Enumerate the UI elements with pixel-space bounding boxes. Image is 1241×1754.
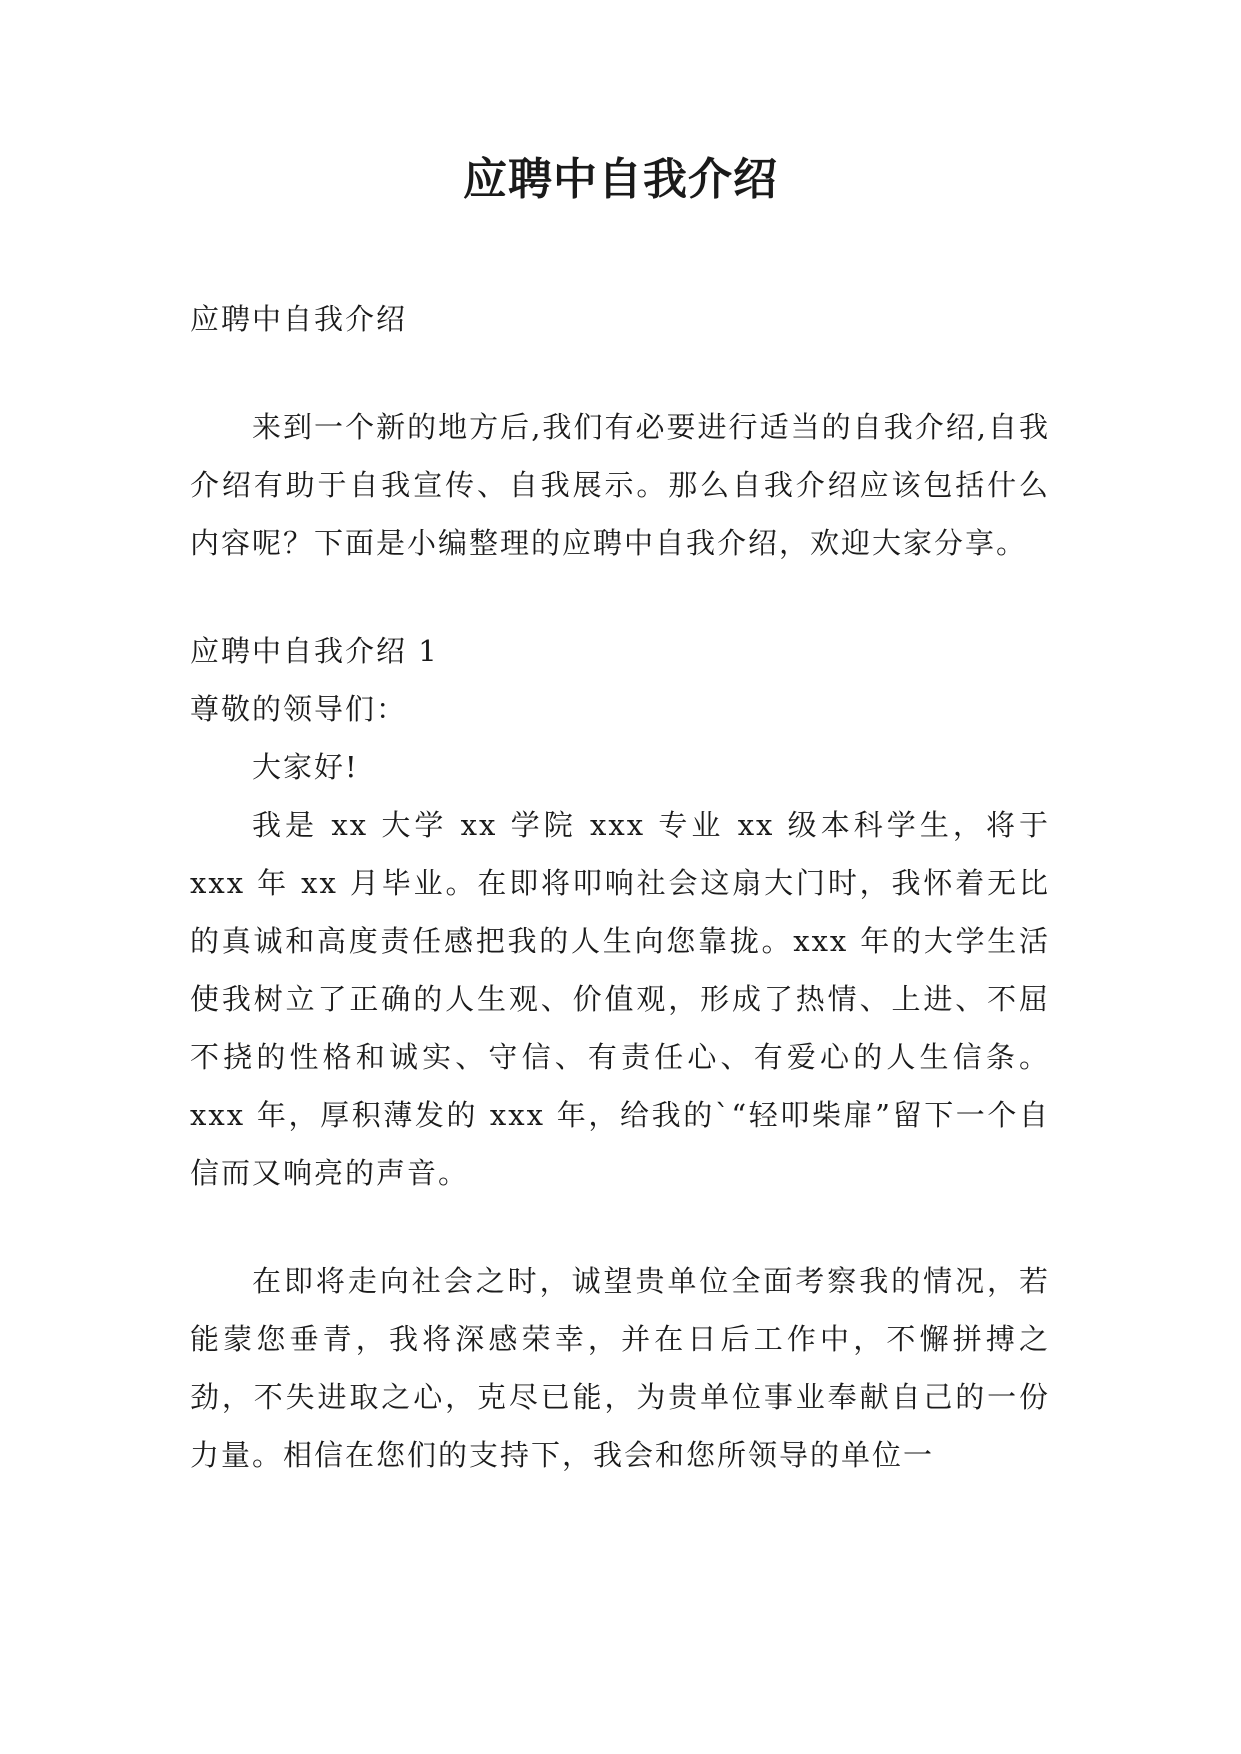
intro-paragraph: 来到一个新的地方后,我们有必要进行适当的自我介绍,自我介绍有助于自我宣传、自我展示。那么自我介绍应该包括什么内容呢？下面是小编整理的应聘中自我介绍，欢迎大家分享。 (190, 410, 1050, 560)
section-heading: 应聘中自我介绍 1 (190, 634, 439, 668)
document-body (190, 290, 1050, 1484)
document-title: 应聘中自我介绍 (463, 154, 778, 205)
body-paragraph-2: 在即将走向社会之时，诚望贵单位全面考察我的情况，若能蒙您垂青，我将深感荣幸，并在日后工作中，不懈拼搏之劲，不失进取之心，克尽已能，为贵单位事业奉献自己的一份力量。相信在您们的支持下，我会和您所领导的单位一 (190, 1264, 1050, 1472)
salutation: 尊敬的领导们： (190, 692, 408, 726)
body-paragraph-1: 我是 xx 大学 xx 学院 xxx 专业 xx 级本科学生，将于 xxx 年 xx 月毕业。在即将叩响社会这扇大门时，我怀着无比的真诚和高度责任感把我的人生向您靠拢。xxx 年的大学生活使我树立了正确的人生观、价值观，形成了热情、上进、不屈不挠的性格和诚实、守信、有责任心、有爱心的人生信条。xxx 年，厚积薄发的 xxx 年，给我的`“轻叩柴扉”留下一个自信而又响亮的声音。 (190, 808, 1050, 1190)
greeting: 大家好! (252, 750, 359, 784)
document-subtitle: 应聘中自我介绍 (190, 302, 408, 336)
